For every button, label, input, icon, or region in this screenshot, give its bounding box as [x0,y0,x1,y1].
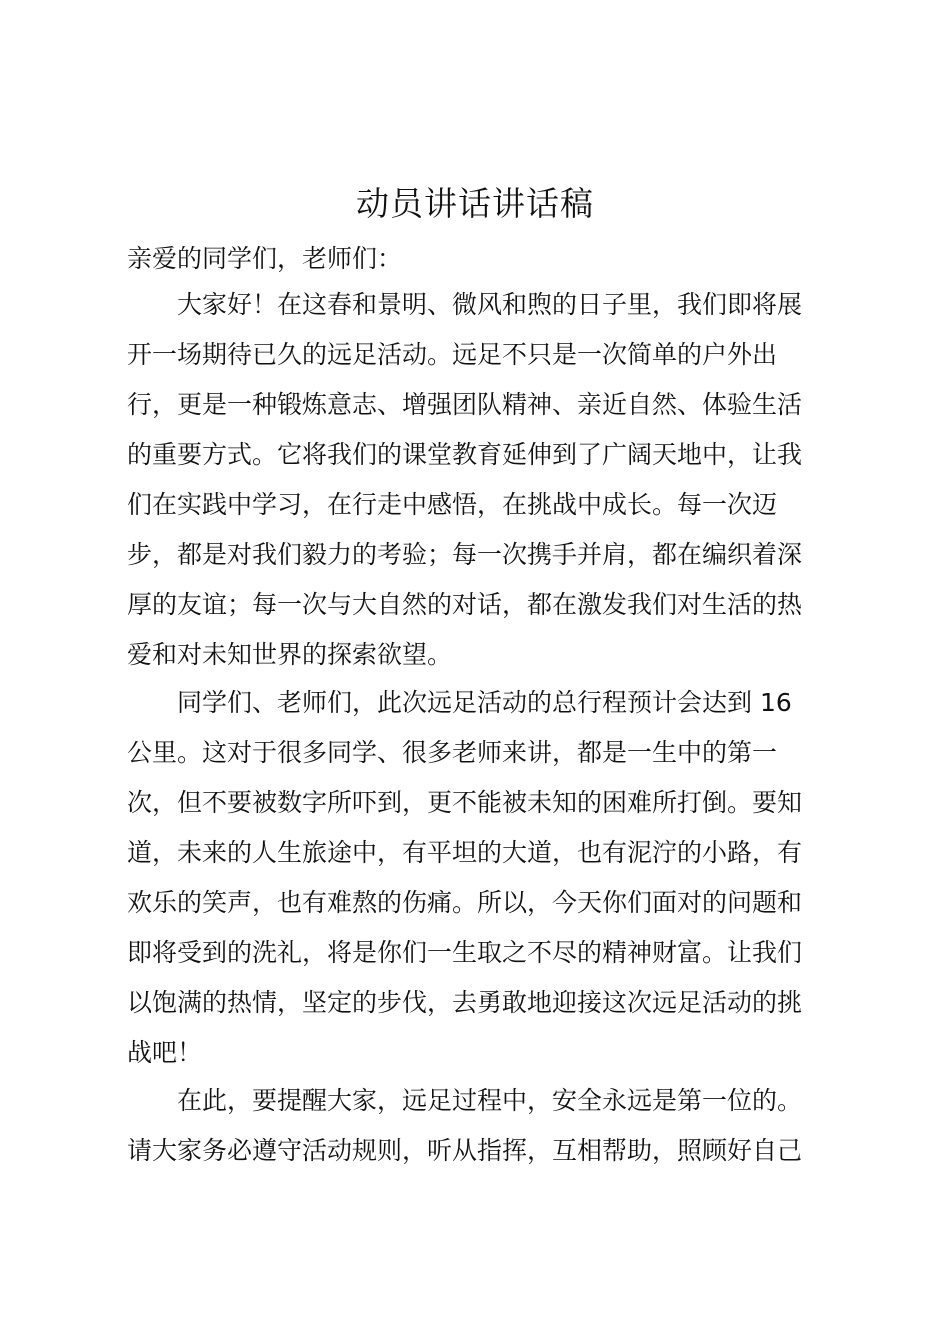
paragraph-line: 同学们、老师们，此次远足活动的总行程预计会达到 16 [177,688,792,717]
paragraph-line: 在此，要提醒大家，远足过程中，安全永远是第一位的。 [177,1086,803,1115]
paragraph-line: 道，未来的人生旅途中，有平坦的大道，也有泥泞的小路，有 [127,838,803,867]
document-title: 动员讲话讲话稿 [356,184,594,223]
paragraph-line: 即将受到的洗礼，将是你们一生取之不尽的精神财富。让我们 [127,938,803,967]
salutation: 亲爱的同学们，老师们： [127,244,403,273]
paragraph-line: 大家好！在这春和景明、微风和煦的日子里，我们即将展 [177,290,803,319]
paragraph-line: 公里。这对于很多同学、很多老师来讲，都是一生中的第一 [127,738,778,767]
paragraph-line: 欢乐的笑声，也有难熬的伤痛。所以，今天你们面对的问题和 [127,888,803,917]
paragraph-line: 步，都是对我们毅力的考验；每一次携手并肩，都在编织着深 [127,540,803,569]
paragraph-line: 的重要方式。它将我们的课堂教育延伸到了广阔天地中，让我 [127,440,803,469]
paragraph-line: 以饱满的热情，坚定的步伐，去勇敢地迎接这次远足活动的挑 [127,988,803,1017]
paragraph-line: 次，但不要被数字所吓到，更不能被未知的困难所打倒。要知 [127,788,803,817]
paragraph-line: 们在实践中学习，在行走中感悟，在挑战中成长。每一次迈 [127,490,778,519]
paragraph-line: 行，更是一种锻炼意志、增强团队精神、亲近自然、体验生活 [127,390,803,419]
paragraph-line: 爱和对未知世界的探索欲望。 [127,640,453,669]
paragraph-line: 请大家务必遵守活动规则，听从指挥，互相帮助，照顾好自己 [127,1136,803,1165]
paragraph-line: 厚的友谊；每一次与大自然的对话，都在激发我们对生活的热 [127,590,803,619]
paragraph-line: 开一场期待已久的远足活动。远足不只是一次简单的户外出 [127,340,778,369]
paragraph-line: 战吧！ [127,1038,203,1067]
